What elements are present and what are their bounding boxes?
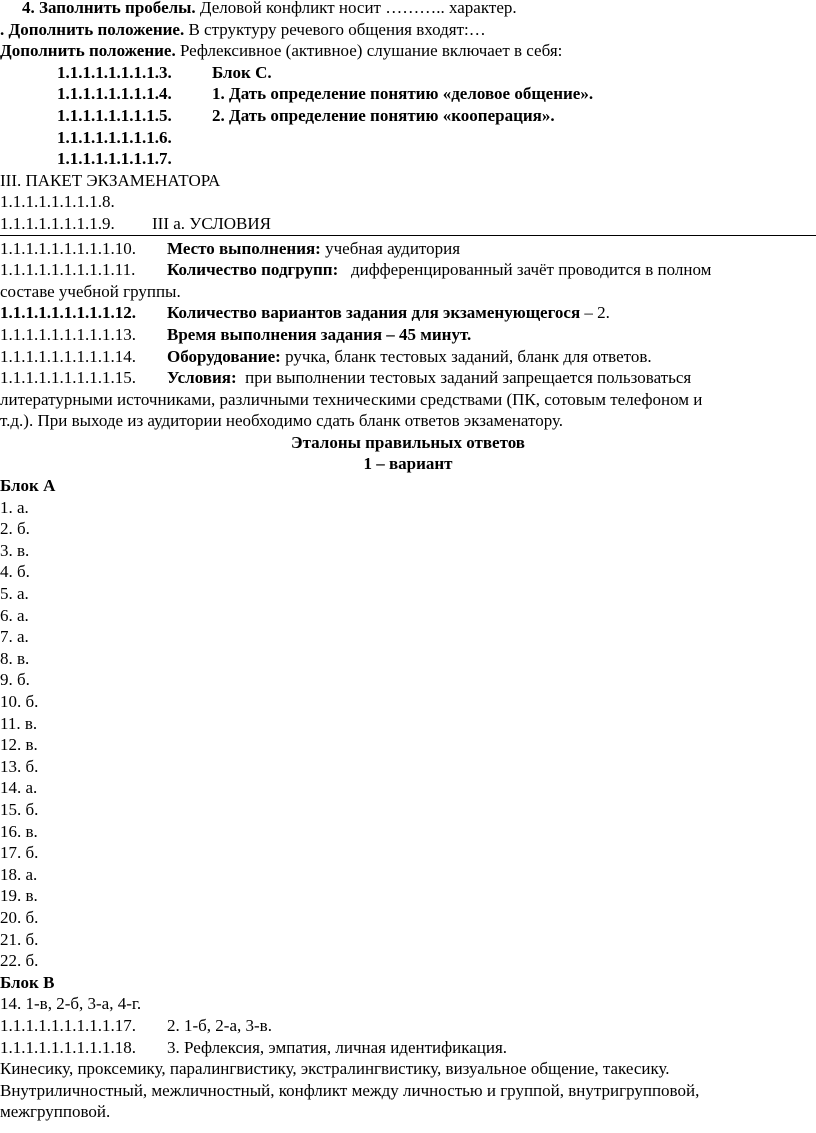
list-number: 1.1.1.1.1.1.1.1.1.18. (0, 1037, 136, 1057)
answer-paragraph-2: Внутриличностный, межличностный, конфликт между личностью и группой, внутригрупповой, (0, 1080, 700, 1100)
list-number: 1.1.1.1.1.1.1.1.1.13. (0, 324, 136, 344)
list-number: 1.1.1.1.1.1.1.1.7. (57, 149, 172, 169)
list-number: 1.1.1.1.1.1.1.1.1.10. (0, 238, 136, 258)
list-number: 1.1.1.1.1.1.1.1.9. (0, 213, 115, 233)
list-item: 19. в. (0, 886, 38, 906)
list-item (0, 83, 816, 105)
block-a-heading: Блок А (0, 476, 56, 496)
condition-label: Условия: (167, 368, 237, 388)
list-item: 6. а. (0, 605, 29, 625)
answer-text: 2. 1-б, 2-а, 3-в. (167, 1015, 272, 1035)
condition-equipment (0, 346, 816, 368)
list-item (0, 105, 816, 127)
list-item: 11. в. (0, 713, 38, 733)
condition-text: – 2. (580, 303, 610, 323)
list-item: 8. в. (0, 648, 30, 668)
condition-place (0, 238, 816, 260)
list-item (0, 127, 816, 149)
list-text: Блок С. (212, 62, 272, 82)
condition-label: Оборудование: (167, 346, 281, 366)
conditions-heading-line (0, 213, 816, 236)
list-item: 7. а. (0, 627, 29, 647)
complete-statement-line-2 (0, 40, 816, 62)
list-number: 1.1.1.1.1.1.1.1.1.17. (0, 1015, 136, 1035)
list-item: 1. а. (0, 497, 29, 517)
condition-label: Количество подгрупп: (167, 260, 339, 280)
list-number: 1.1.1.1.1.1.1.1.3. (57, 62, 172, 82)
answer-paragraph-3: межгрупповой. (0, 1102, 111, 1122)
conditions-heading: III а. УСЛОВИЯ (152, 213, 271, 233)
list-item: 13. б. (0, 756, 39, 776)
condition-text: учебная аудитория (320, 238, 461, 258)
task-text: В структуру речевого общения входят:… (184, 19, 486, 39)
list-text: 1. Дать определение понятию «деловое общение». (212, 84, 594, 104)
condition-text: дифференцированный зачёт проводится в полном (338, 260, 712, 280)
list-number: 1.1.1.1.1.1.1.1.6. (57, 127, 172, 147)
condition-subgroups (0, 259, 816, 281)
task-text: Деловой конфликт носит ……….. характер. (195, 0, 517, 17)
condition-rules-cont-1: литературными источниками, различными техническими средствами (ПК, сотовым телефоном и (0, 389, 703, 409)
task-text: Рефлексивное (активное) слушание включает в себя: (175, 41, 563, 61)
condition-text: ручка, бланк тестовых заданий, бланк для ответов. (280, 346, 652, 366)
list-item: 3. в. (0, 540, 30, 560)
block-b-answer-3 (0, 1037, 816, 1059)
variant-title: 1 – вариант (363, 454, 453, 474)
condition-rules-cont-2: т.д.). При выходе из аудитории необходимо сдать бланк ответов экзаменатору. (0, 411, 564, 431)
condition-text: при выполнении тестовых заданий запрещается пользоваться (236, 368, 692, 388)
block-a-answers (0, 497, 816, 972)
list-item: 21. б. (0, 929, 39, 949)
list-item: 15. б. (0, 799, 39, 819)
list-number: 1.1.1.1.1.1.1.1.1.12. (0, 303, 136, 323)
condition-variants (0, 302, 816, 324)
list-item: 22. б. (0, 951, 39, 971)
task-label: 4. Заполнить пробелы. (22, 0, 196, 17)
condition-rules (0, 367, 816, 389)
list-item: 14. а. (0, 778, 38, 798)
list-item: 17. б. (0, 843, 39, 863)
list-item: 10. б. (0, 692, 39, 711)
list-item: 4. б. (0, 562, 30, 582)
task-label: . Дополнить положение. (0, 19, 185, 39)
list-number: 1.1.1.1.1.1.1.1.1.11. (0, 260, 136, 280)
condition-label: Время выполнения задания – 45 минут. (167, 324, 472, 344)
complete-statement-line-1 (0, 19, 816, 41)
list-number: 1.1.1.1.1.1.1.1.4. (57, 84, 172, 104)
list-number: 1.1.1.1.1.1.1.1.8. (0, 192, 115, 212)
list-item: 12. в. (0, 735, 38, 755)
list-item (0, 148, 816, 170)
block-b-heading: Блок В (0, 972, 55, 992)
section-heading: III. ПАКЕТ ЭКЗАМЕНАТОРА (0, 170, 221, 190)
fill-gaps-line (0, 0, 816, 19)
list-item: 16. в. (0, 821, 38, 841)
condition-subgroups-cont: составе учебной группы. (0, 281, 181, 301)
condition-time (0, 324, 816, 346)
list-item: 9. б. (0, 670, 30, 690)
task-label: Дополнить положение. (0, 41, 176, 61)
list-item: 2. б. (0, 519, 30, 539)
list-item: 20. б. (0, 907, 39, 927)
list-item: 5. а. (0, 584, 29, 604)
list-number: 1.1.1.1.1.1.1.1.5. (57, 105, 172, 125)
condition-label: Количество вариантов задания для экзаменующегося (167, 303, 581, 323)
list-number: 1.1.1.1.1.1.1.1.1.14. (0, 346, 136, 366)
answers-title: Эталоны правильных ответов (291, 432, 525, 452)
list-item: 18. а. (0, 864, 38, 884)
block-b-answer-2 (0, 1015, 816, 1037)
list-number: 1.1.1.1.1.1.1.1.1.15. (0, 368, 136, 388)
block-b-answer-1: 14. 1-в, 2-б, 3-а, 4-г. (0, 994, 142, 1014)
list-text: 2. Дать определение понятию «кооперация». (212, 105, 555, 125)
condition-label: Место выполнения: (167, 238, 321, 258)
answer-text: 3. Рефлексия, эмпатия, личная идентификация. (167, 1037, 508, 1057)
answer-paragraph-1: Кинесику, проксемику, паралингвистику, экстралингвистику, визуальное общение, такесику. (0, 1059, 670, 1079)
list-item (0, 62, 816, 84)
